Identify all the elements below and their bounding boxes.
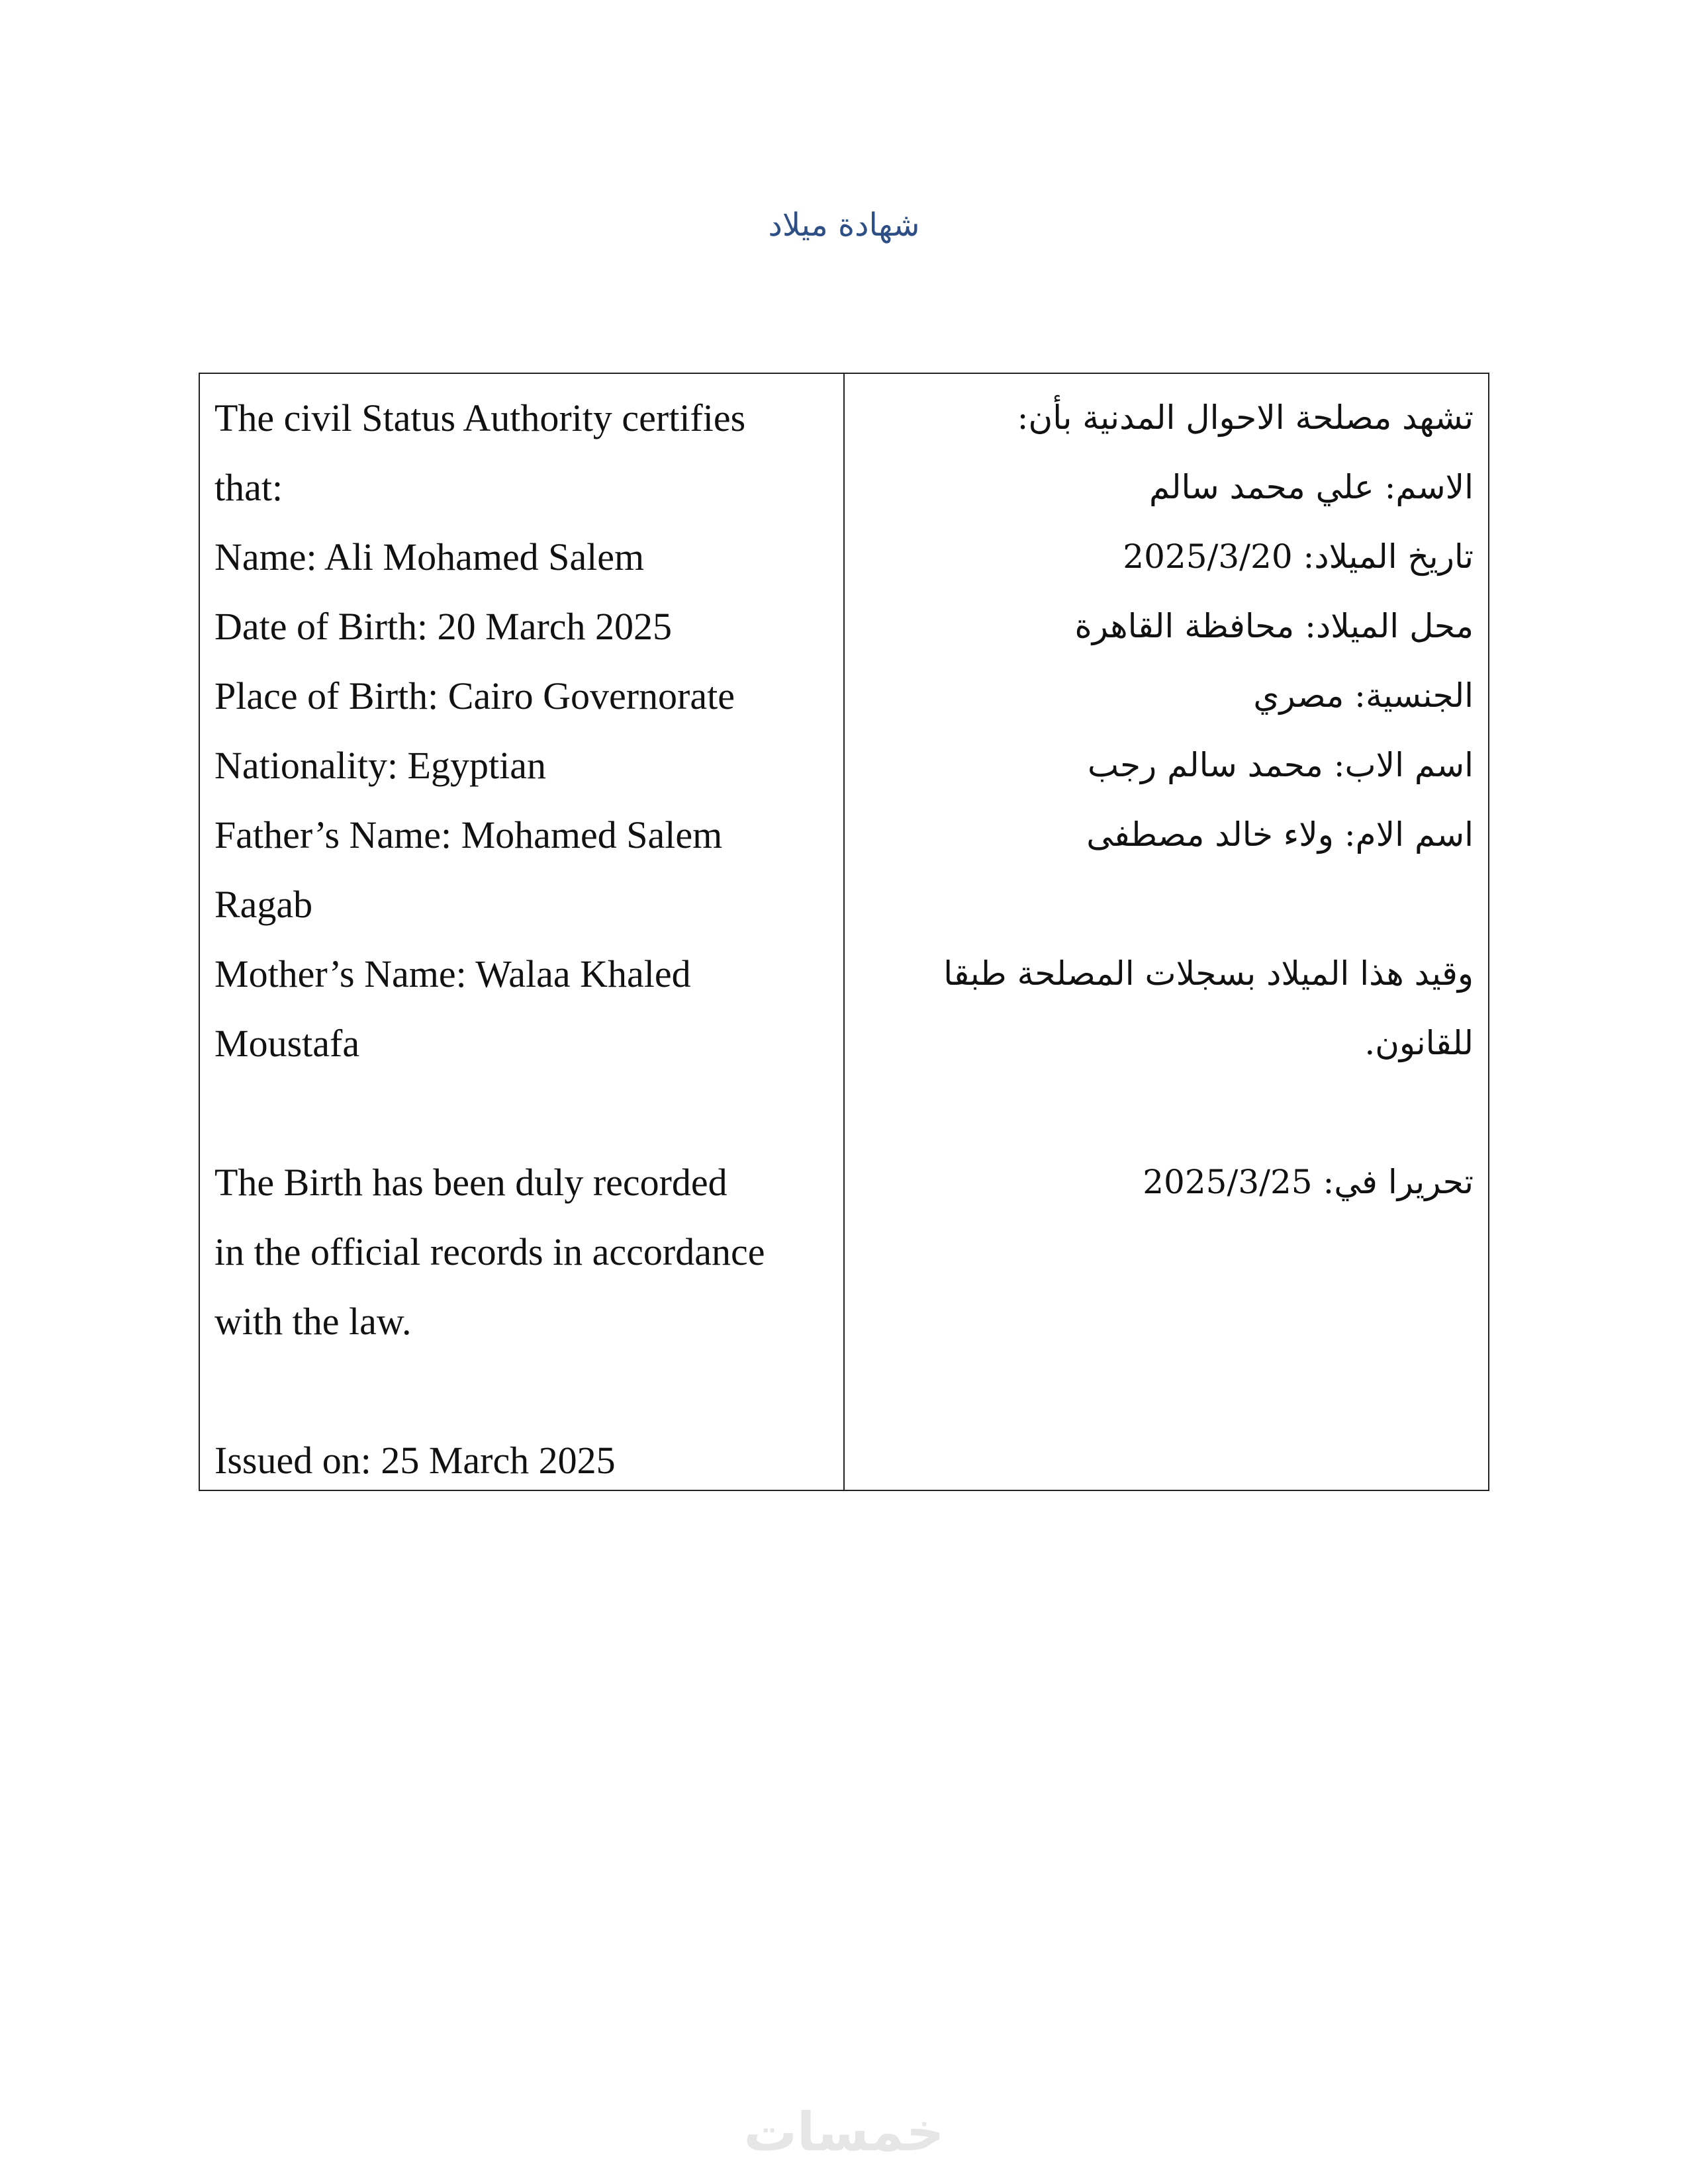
english-column — [200, 374, 845, 1490]
arabic-father-name: اسم الاب: محمد سالم رجب — [1088, 746, 1474, 784]
english-father-name-line-1: Father’s Name: Mohamed Salem — [214, 813, 723, 856]
english-recorded-line-2: in the official records in accordance — [214, 1230, 765, 1273]
english-recorded-line-1: The Birth has been duly recorded — [214, 1161, 727, 1204]
english-intro-line-1: The civil Status Authority certifies — [214, 396, 746, 439]
arabic-intro: تشهد مصلحة الاحوال المدنية بأن: — [1017, 398, 1474, 437]
spacer — [859, 1078, 1474, 1148]
watermark-logo: خمسات — [743, 2101, 945, 2163]
arabic-date-of-birth: تاريخ الميلاد: 2025/3/20 — [1123, 537, 1474, 576]
english-father-name-line-2: Ragab — [214, 883, 313, 926]
english-place-of-birth: Place of Birth: Cairo Governorate — [214, 674, 735, 717]
spacer — [859, 870, 1474, 939]
english-mother-name-line-1: Mother’s Name: Walaa Khaled — [214, 952, 691, 995]
arabic-nationality: الجنسية: مصري — [1253, 676, 1474, 715]
english-issued-on: Issued on: 25 March 2025 — [214, 1439, 616, 1482]
english-date-of-birth: Date of Birth: 20 March 2025 — [214, 605, 673, 648]
english-name: Name: Ali Mohamed Salem — [214, 535, 645, 578]
english-mother-name-line-2: Moustafa — [214, 1022, 360, 1065]
arabic-recorded-line-2: للقانون. — [1364, 1024, 1474, 1062]
english-intro-line-2: that: — [214, 466, 283, 509]
certificate-table — [199, 373, 1489, 1491]
arabic-mother-name: اسم الام: ولاء خالد مصطفى — [1086, 815, 1474, 854]
spacer — [214, 1078, 829, 1148]
arabic-issued-on: تحريرا في: 2025/3/25 — [1143, 1163, 1474, 1201]
arabic-place-of-birth: محل الميلاد: محافظة القاهرة — [1074, 607, 1474, 645]
arabic-column — [845, 374, 1488, 1490]
english-nationality: Nationality: Egyptian — [214, 744, 546, 787]
page-title: شهادة ميلاد — [768, 206, 920, 244]
english-recorded-line-3: with the law. — [214, 1300, 412, 1343]
arabic-name: الاسم: علي محمد سالم — [1149, 468, 1474, 506]
spacer — [214, 1356, 829, 1426]
arabic-recorded-line-1: وقيد هذا الميلاد بسجلات المصلحة طبقا — [943, 954, 1474, 993]
